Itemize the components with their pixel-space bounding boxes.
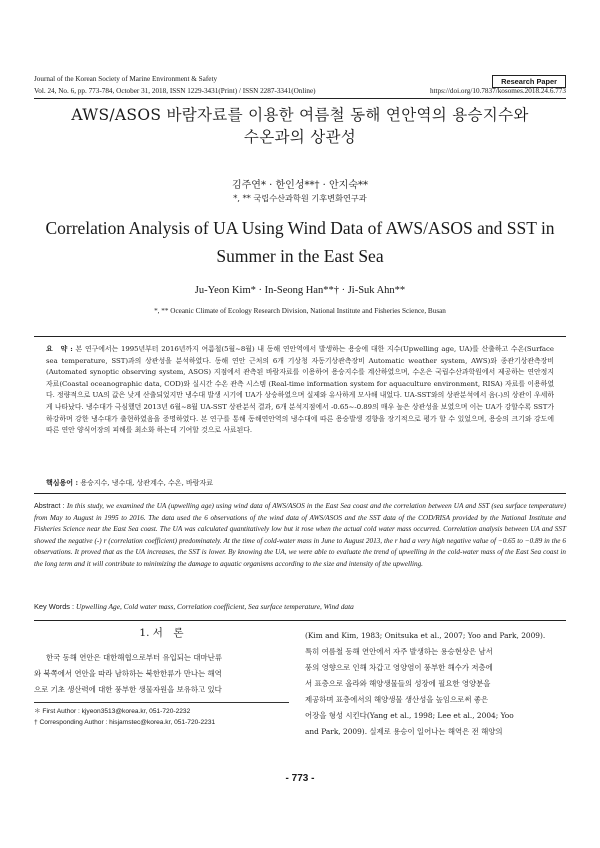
english-authors: Ju-Yeon Kim* · In-Seong Han**† · Ji-Suk Ahn** [194, 285, 406, 296]
page-number: - 773 - [285, 773, 315, 784]
english-keywords [34, 602, 566, 611]
body-line: 으로 기초 생산력에 대한 풍부한 생물자원을 보유하고 있다 [34, 685, 222, 694]
section-heading-introduction: 1. 서 론 [139, 627, 184, 639]
english-title [34, 214, 566, 270]
footnote-corresponding-author: † Corresponding Author : hisjamstec@korea.kr, 051-720-2231 [34, 718, 216, 726]
english-title-line2: Summer in the East Sea [216, 246, 384, 266]
body-line: 와 북쪽에서 연안을 따라 남하하는 북한한류가 만나는 해역 [34, 669, 222, 678]
body-line: 서 표층으로 올라와 해양생물들의 성장에 필요한 영양분을 [305, 679, 491, 688]
research-paper-badge: Research Paper [492, 75, 566, 88]
english-abstract-text: In this study, we examined the UA (upwelling age) using wind data of AWS/ASOS in the East Sea coast and the correlation between UA and SST (sea surface temperature) from May to August in 1995 to 2016. The data used the 6 observations of the wind data of AWS/ASOS and the SST data of the COD/RISA provided by the National Institute and Fisheries Science near the East Sea coast. The UA was calculated quantitatively low but it rose when the actual cold water mass occurred. Correlation analysis between UA and SST showed the negative (-) r (correlation coefficient) predominately. At the time of cold-water mass in June to August 2013, the r had a very high negative value of −0.65 to −0.89 in the 6 observations. It proved that as the UA increases, the SST is lower. By knowing the UA, we were able to evaluate the trend of upwelling in the cold-water mass of the East Sea coast in the long term and it will contribute to minimizing the damage to aquatic organisms according to the size and intensity of the upwelling. [34, 502, 567, 568]
abstract-mid-rule [34, 493, 566, 494]
english-affiliation: *, ** Oceanic Climate of Ecology Research Division, National Institute and Fisheries Science, Busan [154, 307, 446, 315]
citation: Vol. 24, No. 6, pp. 773-784, October 31, 2018, ISSN 1229-3431(Print) / ISSN 2287-3341(Online) [34, 87, 316, 95]
korean-title [34, 104, 566, 148]
header-rule [34, 98, 566, 99]
journal-name: Journal of the Korean Society of Marine Environment & Safety [34, 75, 218, 83]
footnotes [34, 707, 294, 728]
body-line: 특히 여름철 동해 연안에서 자주 발생하는 용승현상은 남서 [305, 647, 493, 656]
body-right-column [305, 628, 566, 740]
footnote-rule [34, 702, 289, 703]
korean-affiliation: *, ** 국립수산과학원 기후변화연구과 [233, 193, 367, 203]
english-abstract [34, 500, 566, 571]
body-left-column [34, 650, 284, 698]
english-keywords-text: Upwelling Age, Cold water mass, Correlation coefficient, Sea surface temperature, Wind data [75, 602, 354, 611]
abstract-top-rule [34, 336, 566, 337]
korean-title-line1: AWS/ASOS 바람자료를 이용한 여름철 동해 연안역의 용승지수와 [71, 106, 529, 124]
body-line: 제공하며 표층에서의 해양생물 생산성을 높임으로써 좋은 [305, 695, 489, 704]
english-keywords-label: Key Words : [34, 602, 75, 611]
korean-abstract-label: 요 약 : [46, 345, 73, 353]
footnote-first-author: ＊ First Author : kjyeon3513@korea.kr, 051-720-2232 [34, 708, 191, 715]
korean-keywords [46, 478, 554, 488]
body-line: 어장을 형성 시킨다(Yang et al., 1998; Lee et al., 2004; Yoo [305, 711, 514, 720]
korean-abstract [46, 344, 554, 437]
korean-keywords-text: 용승지수, 냉수대, 상관계수, 수온, 바람자료 [80, 479, 214, 487]
body-line: (Kim and Kim, 1983; Onitsuka et al., 2007; Yoo and Park, 2009). [305, 631, 546, 640]
english-abstract-label: Abstract : [34, 501, 65, 510]
korean-abstract-text: 본 연구에서는 1995년부터 2016년까지 여름철(5월~8월) 내 동해 연안역에서 발생하는 용승에 대한 지수(Upwelling age, UA)를 산출하고 수온(Surface sea temperature, SST)과의 상관성을 분석하였다. 동해 연안 근처의 6개 기상청 자동기상관측장비 Automatic weather system, AWS)와 종관기상관측장비(Automated synoptic observing system, ASOS) 지점에서 관측된 바람자료를 이용하여 용승지수를 계산하였으며, 수온은 국립수산과학원에서 제공하는 연안정지 자료(Coastal oceanographic data, COD)와 실시간 수온 관측 시스템 (Real-time information system for aquaculture environment, RISA) 자료를 이용하였다. 정량적으로 UA의 값은 낮게 산출되었지만 냉수대 발생 시기에 UA가 상승하였으며 실제와 유사하게 모사해 내었다. UA-SST와의 상관분석에서 음(-)의 상관이 우세하게 나타났다. 냉수대가 극심했던 2013년 6월~8월 UA-SST 상관분석 결과, 6개 분석지점에서 -0.65~-0.89의 매우 높은 상관성을 보였으며 이는 UA가 강할수록 SST가 하강하며 강한 냉수대가 출현하였음을 증명하였다. 본 연구를 통해 동해연안역의 냉수대에 따른 용승발생 경향을 장기적으로 평가 할 수 있었으며, 용승의 크기와 강도에 따른 연안 양식어장의 피해를 최소화 하는데 기여할 것으로 사료된다. [46, 345, 554, 435]
body-line: 풍의 영향으로 인해 차갑고 영양염이 풍부한 해수가 저층에 [305, 663, 493, 672]
english-title-line1: Correlation Analysis of UA Using Wind Data of AWS/ASOS and SST in [45, 218, 555, 238]
body-line: and Park, 2009). 실제로 용승이 일어나는 해역은 전 해양의 [305, 727, 503, 736]
korean-title-line2: 수온과의 상관성 [243, 128, 357, 146]
korean-authors: 김주연* · 한인성**† · 안지숙** [231, 180, 368, 191]
korean-keywords-label: 핵심용어 : [46, 478, 79, 487]
doi-link[interactable]: https://doi.org/10.7837/kosomes.2018.24.6.773 [429, 87, 566, 95]
abstract-bottom-rule [34, 620, 566, 621]
body-line: 한국 동해 연안은 대한해협으로부터 유입되는 대마난류 [46, 653, 222, 662]
